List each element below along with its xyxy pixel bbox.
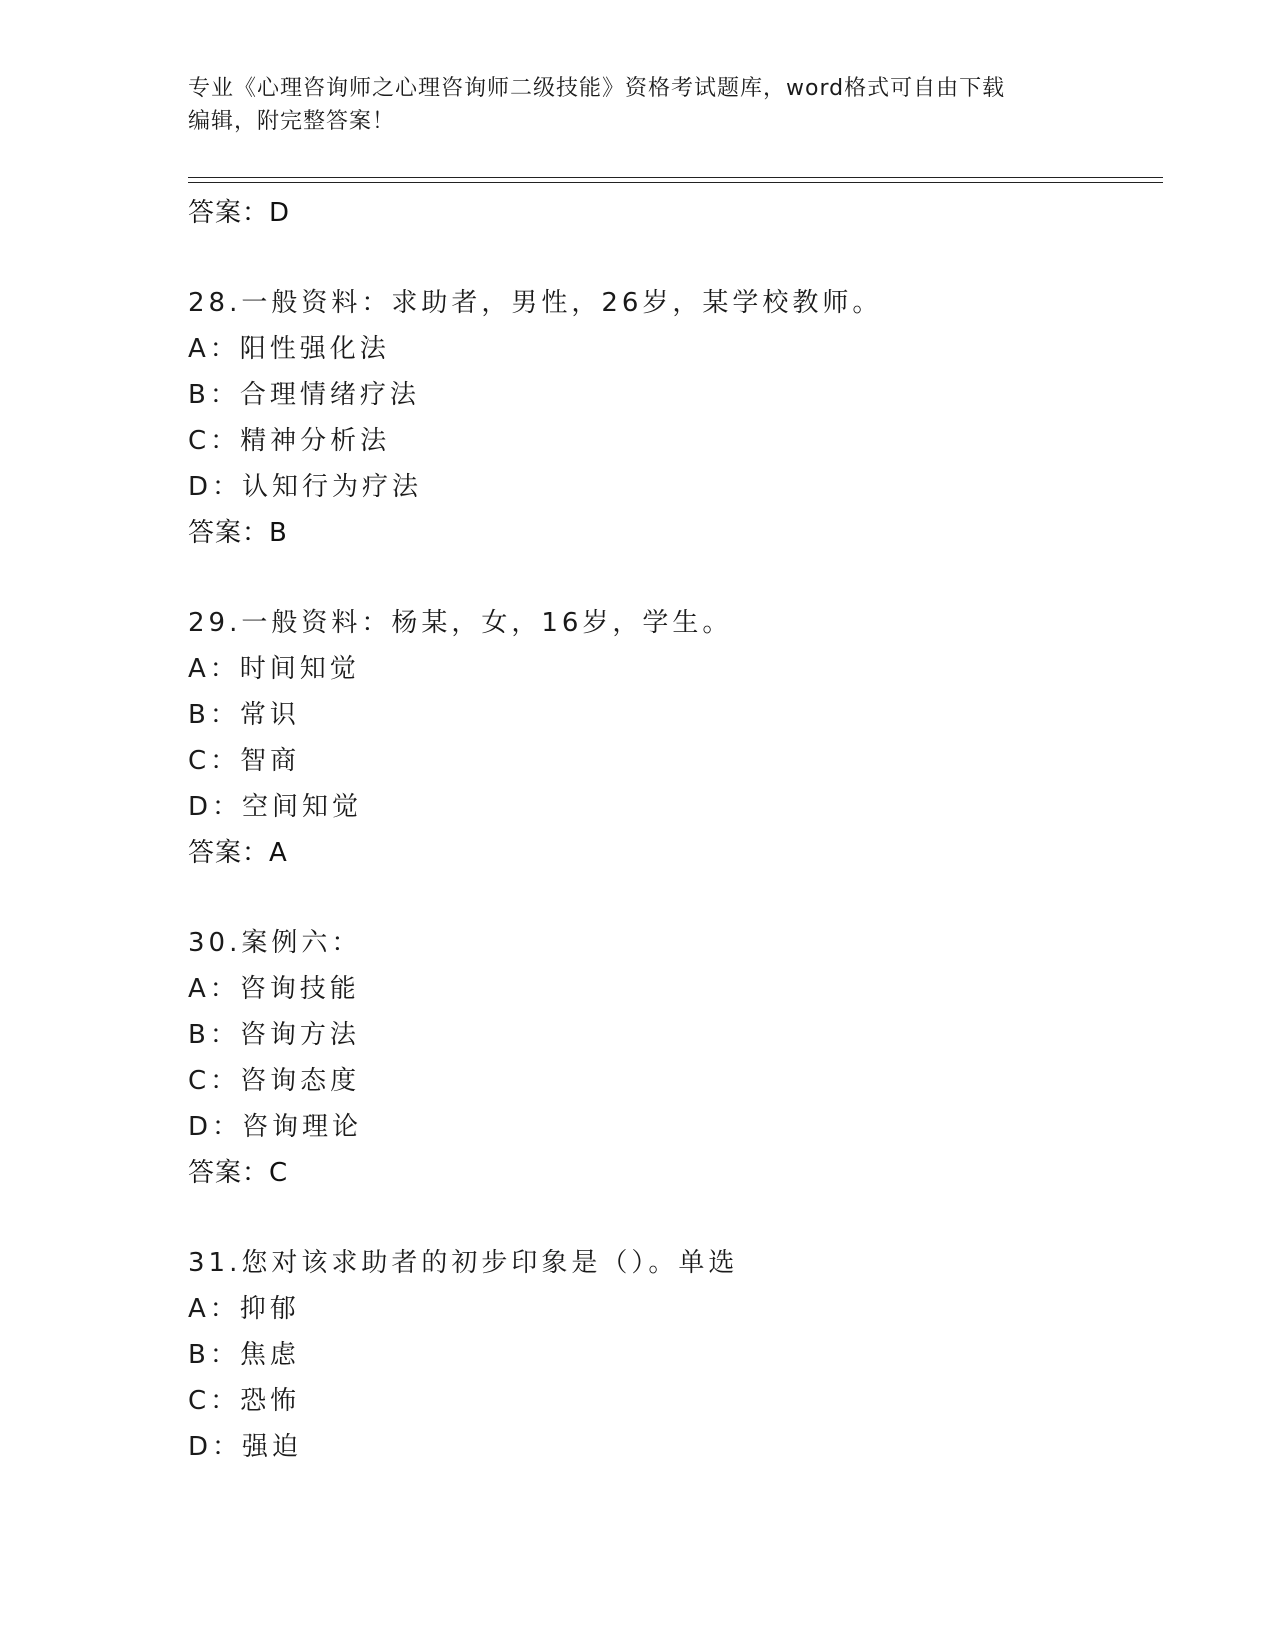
question-text: 30.案例六： (188, 928, 362, 958)
option-a: A：抑郁 (188, 1294, 300, 1324)
answer-line: 答案：A (188, 838, 288, 868)
option-d: D：强迫 (188, 1432, 303, 1462)
header-divider-bottom (188, 182, 1163, 183)
question-text: 28.一般资料：求助者，男性，26岁，某学校教师。 (188, 288, 883, 318)
option-a: A：时间知觉 (188, 654, 360, 684)
option-a: A：咨询技能 (188, 974, 360, 1004)
question-text: 29.一般资料：杨某，女，16岁，学生。 (188, 608, 733, 638)
option-d: D：咨询理论 (188, 1112, 363, 1142)
option-c: C：恐怖 (188, 1386, 301, 1416)
answer-line: 答案：B (188, 518, 288, 548)
option-d: D：空间知觉 (188, 792, 363, 822)
option-d: D：认知行为疗法 (188, 472, 423, 502)
option-b: B：常识 (188, 700, 300, 730)
answer-line: 答案：D (188, 198, 291, 228)
document-header (188, 72, 1088, 138)
question-block-31 (188, 1240, 1138, 1470)
question-block-29 (188, 600, 1138, 876)
option-a: A：阳性强化法 (188, 334, 390, 364)
option-c: C：精神分析法 (188, 426, 391, 456)
header-divider-top (188, 177, 1163, 178)
question-block-30 (188, 920, 1138, 1196)
option-b: B：焦虑 (188, 1340, 300, 1370)
option-c: C：智商 (188, 746, 301, 776)
document-body (188, 190, 1138, 1470)
header-line-1: 专业《心理咨询师之心理咨询师二级技能》资格考试题库，word格式可自由下载 (188, 76, 1006, 101)
question-block-28 (188, 280, 1138, 556)
header-line-2: 编辑，附完整答案！ (188, 109, 396, 134)
option-b: B：合理情绪疗法 (188, 380, 420, 410)
option-c: C：咨询态度 (188, 1066, 361, 1096)
answer-line: 答案：C (188, 1158, 289, 1188)
option-b: B：咨询方法 (188, 1020, 360, 1050)
question-text: 31.您对该求助者的初步印象是（）。单选 (188, 1248, 739, 1278)
